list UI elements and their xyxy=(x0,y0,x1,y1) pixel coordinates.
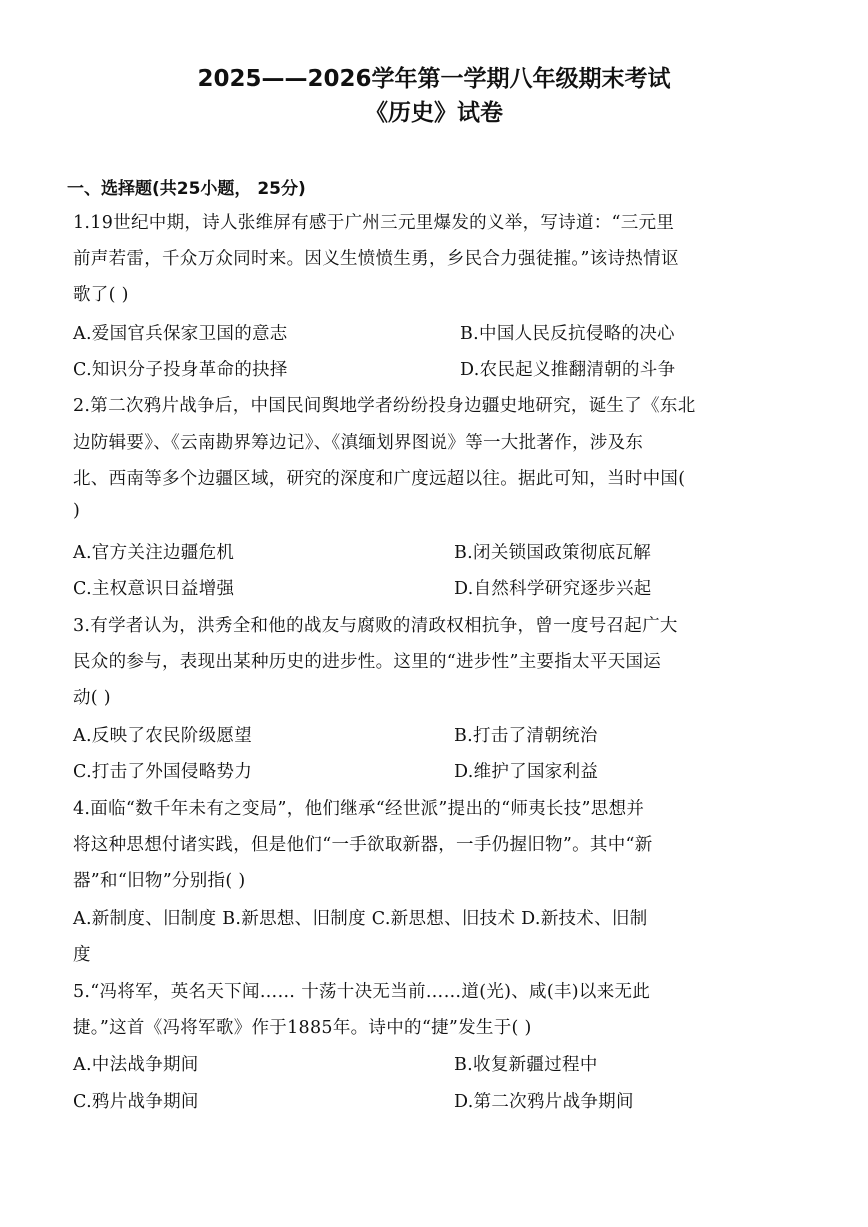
question-2-option-d[interactable]: D.自然科学研究逐步兴起 xyxy=(454,579,652,599)
question-3-line-2: 民众的参与，表现出某种历史的进步性。这里的“进步性”主要指太平天国运 xyxy=(73,652,662,672)
question-1-option-c[interactable]: C.知识分子投身革命的抉择 xyxy=(73,360,288,380)
question-2-option-a[interactable]: A.官方关注边疆危机 xyxy=(73,543,235,563)
question-2-line-1: 2.第二次鸦片战争后，中国民间舆地学者纷纷投身边疆史地研究，诞生了《东北 xyxy=(73,396,696,416)
question-5-option-c[interactable]: C.鸦片战争期间 xyxy=(73,1092,199,1112)
exam-subtitle: 《历史》试卷 xyxy=(365,100,503,126)
question-1-option-a[interactable]: A.爱国官兵保家卫国的意志 xyxy=(73,324,288,344)
question-4-options-wrap: 度 xyxy=(73,945,91,965)
question-5-option-a[interactable]: A.中法战争期间 xyxy=(73,1055,199,1075)
question-5-line-1: 5.“冯将军，英名天下闻…… 十荡十决无当前……道(光)、咸(丰)以来无此 xyxy=(73,982,651,1002)
question-2-option-b[interactable]: B.闭关锁国政策彻底瓦解 xyxy=(454,543,652,563)
question-1-option-b[interactable]: B.中国人民反抗侵略的决心 xyxy=(460,324,675,344)
question-3-option-a[interactable]: A.反映了农民阶级愿望 xyxy=(73,726,252,746)
question-3-option-c[interactable]: C.打击了外国侵略势力 xyxy=(73,762,253,782)
exam-title: 2025——2026学年第一学期八年级期末考试 xyxy=(197,66,671,92)
question-1-option-d[interactable]: D.农民起义推翻清朝的斗争 xyxy=(460,360,676,380)
question-4-line-3: 器”和“旧物”分别指( ) xyxy=(73,871,246,891)
question-1-line-3: 歌了( ) xyxy=(73,285,129,305)
question-2-line-2: 边防辑要》、《云南勘界筹边记》、《滇缅划界图说》等一大批著作，涉及东 xyxy=(73,433,644,453)
question-4-options[interactable]: A.新制度、旧制度 B.新思想、旧制度 C.新思想、旧技术 D.新技术、旧制 xyxy=(73,909,648,929)
question-3-line-1: 3.有学者认为，洪秀全和他的战友与腐败的清政权相抗争，曾一度号召起广大 xyxy=(73,616,678,636)
question-5-option-b[interactable]: B.收复新疆过程中 xyxy=(454,1055,598,1075)
question-2-line-4: ) xyxy=(73,501,81,521)
question-1-line-2: 前声若雷，千众万众同时来。因义生愤愤生勇，乡民合力强徒摧。”该诗热情讴 xyxy=(73,249,679,269)
question-2-option-c[interactable]: C.主权意识日益增强 xyxy=(73,579,235,599)
question-3-line-3: 动( ) xyxy=(73,688,111,708)
section-heading: 一、选择题(共25小题， 25分) xyxy=(67,179,306,199)
question-3-option-d[interactable]: D.维护了国家利益 xyxy=(454,762,599,782)
question-5-line-2: 捷。”这首《冯将军歌》作于1885年。诗中的“捷”发生于( ) xyxy=(73,1018,532,1038)
question-5-option-d[interactable]: D.第二次鸦片战争期间 xyxy=(454,1092,634,1112)
question-4-line-1: 4.面临“数千年未有之变局”，他们继承“经世派”提出的“师夷长技”思想并 xyxy=(73,799,645,819)
question-4-line-2: 将这种思想付诸实践，但是他们“一手欲取新器，一手仍握旧物”。其中“新 xyxy=(73,835,653,855)
question-2-line-3: 北、西南等多个边疆区域，研究的深度和广度远超以往。据此可知，当时中国( xyxy=(73,469,686,489)
question-1-line-1: 1.19世纪中期，诗人张维屏有感于广州三元里爆发的义举，写诗道：“三元里 xyxy=(73,213,675,233)
question-3-option-b[interactable]: B.打击了清朝统治 xyxy=(454,726,598,746)
